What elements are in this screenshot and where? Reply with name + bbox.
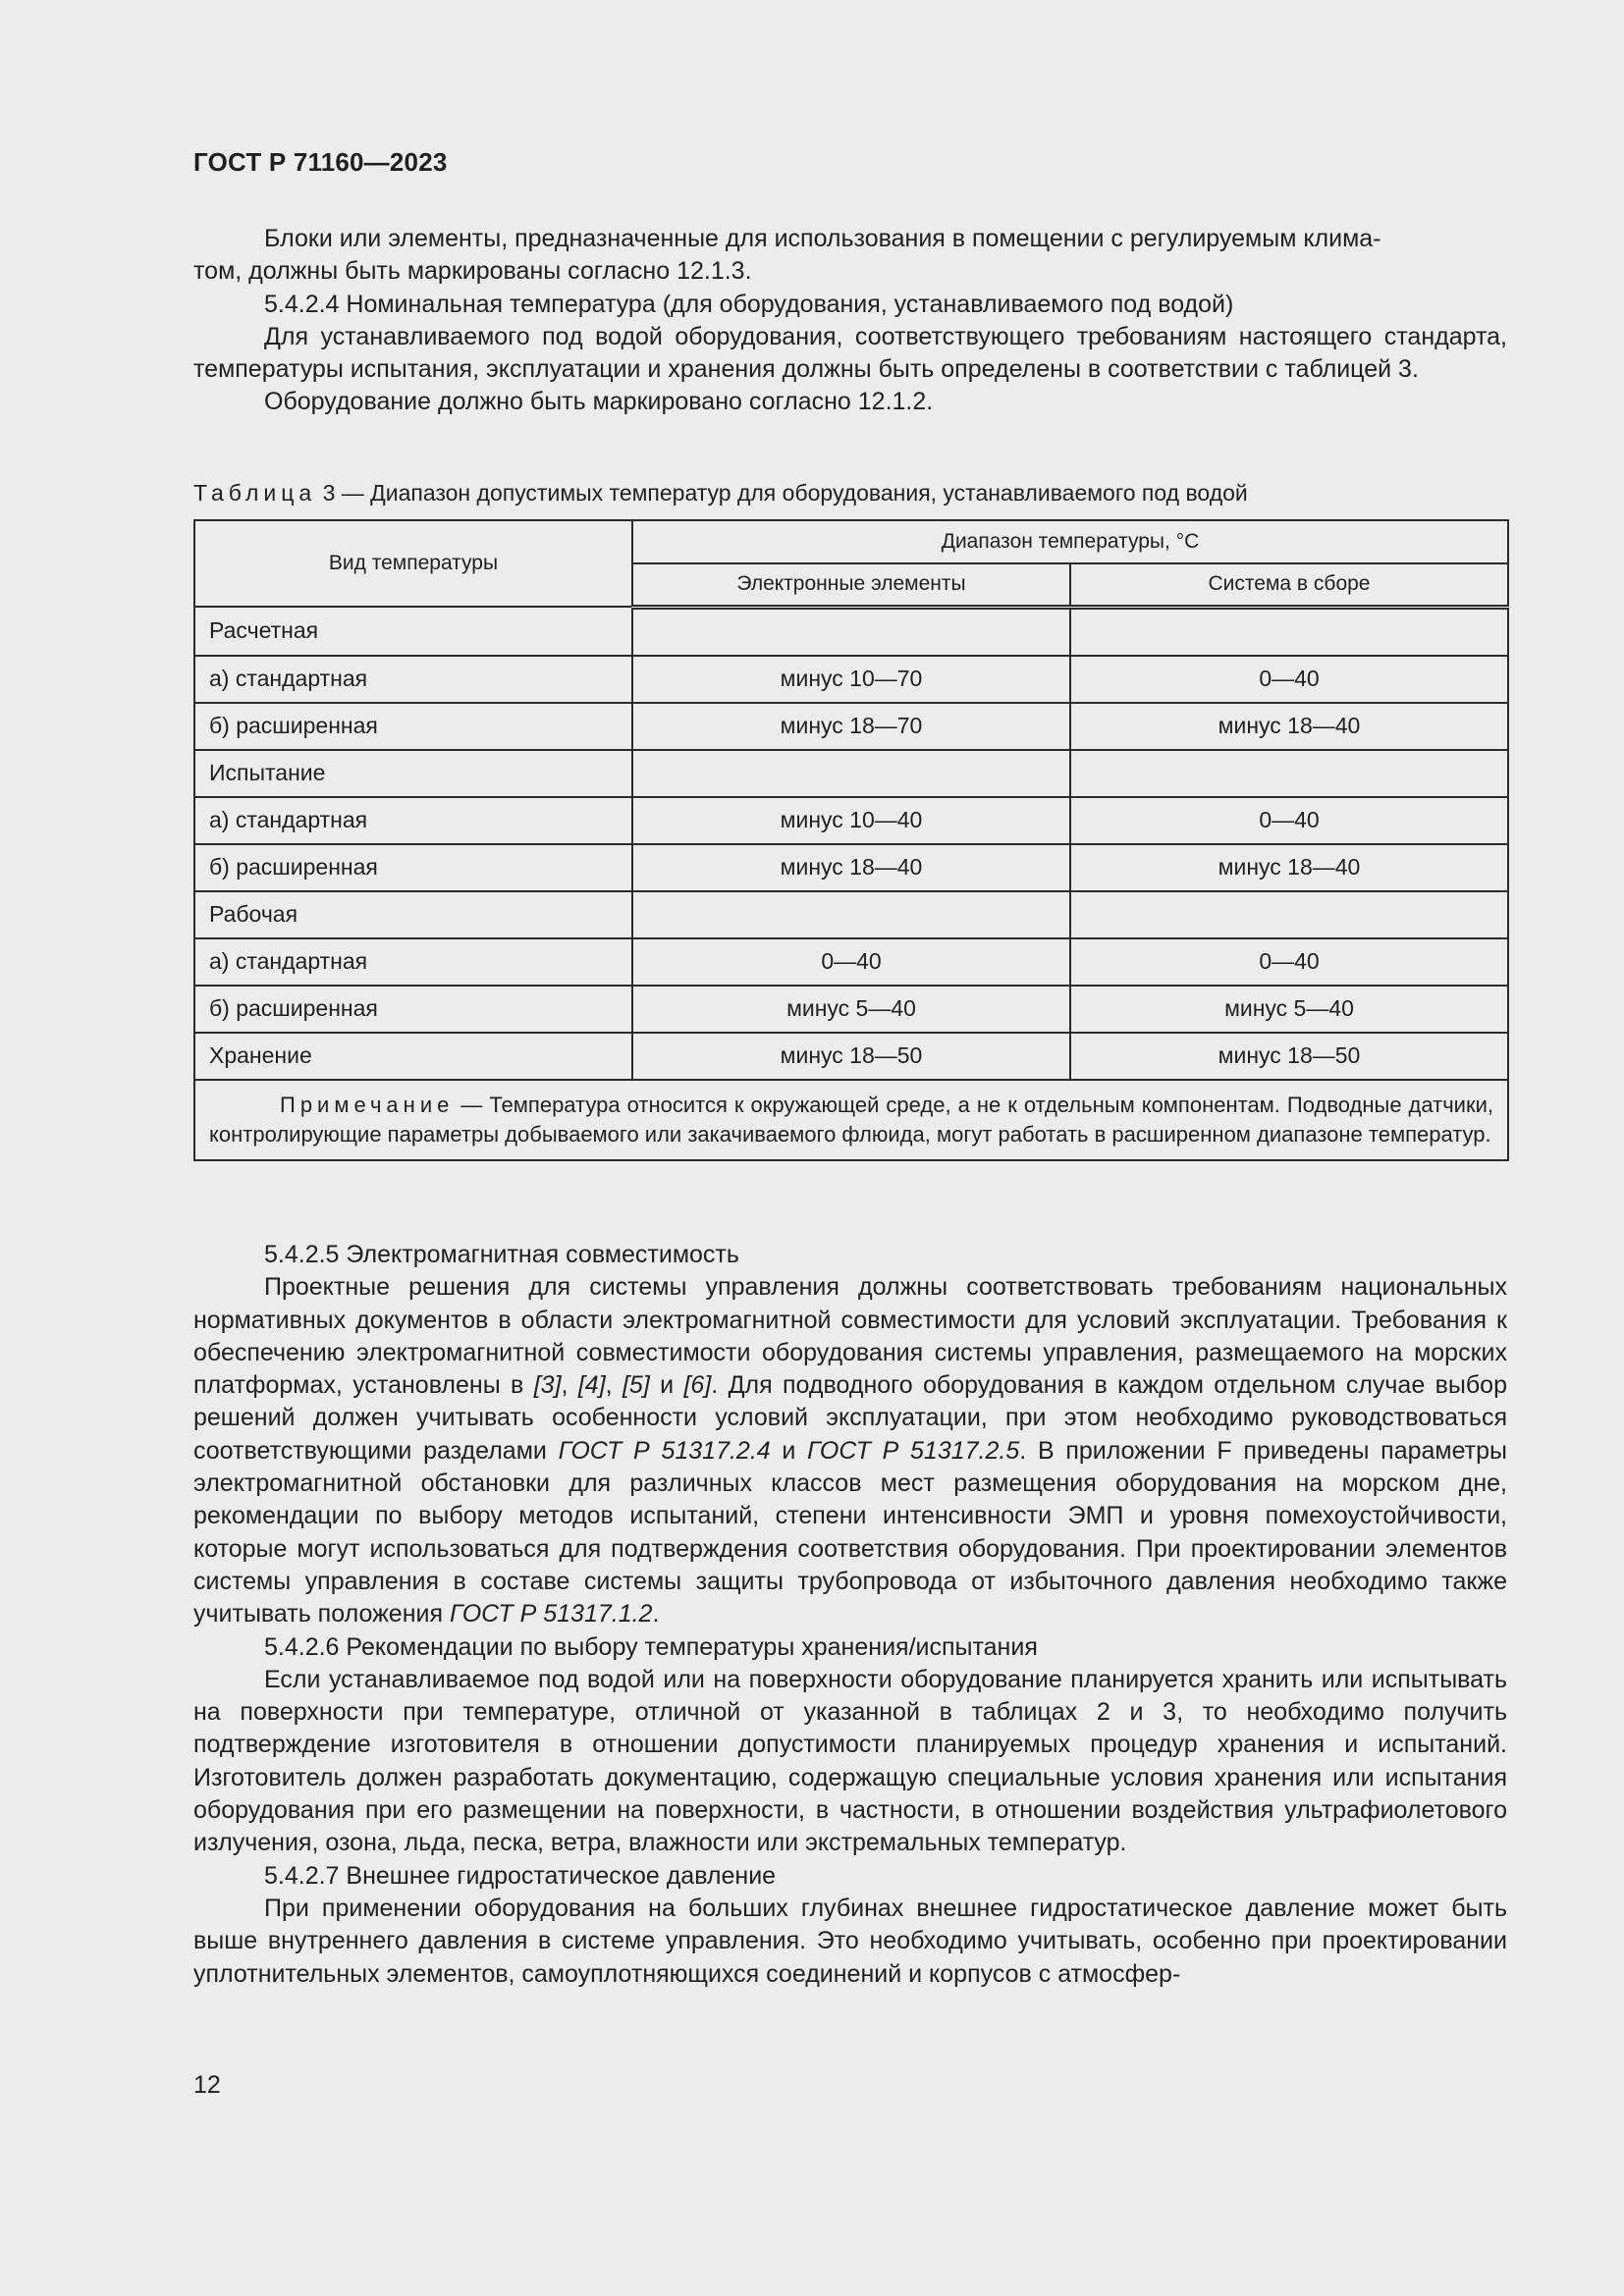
header-assembled-system: Система в сборе (1070, 563, 1508, 607)
table-row (194, 607, 1508, 656)
row-label: Расчетная (194, 607, 632, 656)
paragraph-hydrostatic-pressure: При применении оборудования на больших глубинах внешнее гидростатическое давление может быть выше внутреннего давления в системе управления. Это необходимо учитывать, особенно при проектировании уплотнительных элементов, самоуплотняющихся соединений и корпусов с атмосфер- (193, 1894, 1507, 1988)
table-caption-label: Таблица (193, 480, 317, 506)
row-label: Хранение (194, 1033, 632, 1080)
paragraph-climate-line1: Блоки или элементы, предназначенные для использования в помещении с регулируемым клима- (264, 225, 1381, 252)
table-row (194, 703, 1508, 750)
cell-electronic (632, 891, 1070, 938)
row-label: Рабочая (194, 891, 632, 938)
row-label: Испытание (194, 750, 632, 797)
cell-system: минус 18—50 (1070, 1033, 1508, 1080)
emc-text-1: Проектные решения для системы управления должны соответствовать требованиям национальных нормативных документов в области электромагнитной совместимости для условий эксплуатации. Требования к обеспечению электромагнитной совместимости оборудования системы управления, размещаемого на морских платформах, установлены в (193, 1273, 1507, 1400)
cell-system (1070, 750, 1508, 797)
table-row (194, 938, 1508, 986)
note-label: Примечание (280, 1092, 455, 1117)
reference-4: [4] (577, 1371, 606, 1400)
cell-system: минус 18—40 (1070, 703, 1508, 750)
gost-reference: ГОСТ Р 51317.1.2 (449, 1600, 653, 1629)
table-caption-text: 3 — Диапазон допустимых температур для оборудования, устанавливаемого под водой (316, 480, 1248, 506)
clause-5427-heading: 5.4.2.7 Внешнее гидростатическое давление (264, 1861, 777, 1890)
paragraph-climate-line2: том, должны быть маркированы согласно 12.1.3. (193, 257, 752, 286)
emc-text-5: . (652, 1600, 660, 1629)
row-label: б) расширенная (194, 844, 632, 891)
emc-separator: и (649, 1371, 684, 1400)
intro-section (193, 223, 1507, 419)
cell-system: 0—40 (1070, 656, 1508, 703)
document-header: ГОСТ Р 71160—2023 (193, 147, 448, 177)
paragraph-temperature-requirements: Для устанавливаемого под водой оборудования, соответствующего требованиям настоящего стандарта, температуры испытания, эксплуатации и хранения должны быть определены в соответствии с таблицей 3. (193, 322, 1507, 384)
cell-system: 0—40 (1070, 938, 1508, 986)
clause-5425-heading: 5.4.2.5 Электромагнитная совместимость (264, 1241, 739, 1268)
table-row (194, 986, 1508, 1033)
table-row (194, 797, 1508, 844)
clause-5424-heading: 5.4.2.4 Номинальная температура (для оборудования, устанавливаемого под водой) (264, 290, 1234, 318)
cell-electronic: минус 18—70 (632, 703, 1070, 750)
emc-text-3: и (770, 1436, 808, 1465)
table-row (194, 656, 1508, 703)
paragraph-storage-test: Если устанавливаемое под водой или на поверхности оборудование планируется хранить или испытывать на поверхности при температуре, отличной от указанной в таблицах 2 и 3, то необходимо получить подтверждение изготовителя в отношении допустимости планируемых процедур хранения и испытаний. Изготовитель должен разработать документацию, содержащую специальные условия хранения или испытания оборудования при его размещении на поверхности, в частности, в отношении воздействия ультрафиолетового излучения, озона, льда, песка, ветра, влажности или экстремальных температур. (193, 1665, 1507, 1857)
note-text: — Температура относится к окружающей среде, а не к отдельным компонентам. Подводные датчики, контролирующие параметры добываемого или закачиваемого флюида, могут работать в расширенном диапазоне температур. (209, 1092, 1493, 1147)
page-number: 12 (193, 2071, 221, 2099)
row-label: б) расширенная (194, 986, 632, 1033)
reference-6: [6] (683, 1371, 712, 1400)
body-sections (193, 1239, 1507, 1991)
header-temperature-type: Вид температуры (194, 520, 632, 607)
emc-separator: , (605, 1371, 623, 1400)
header-temperature-range: Диапазон температуры, °С (632, 520, 1508, 563)
table-caption (193, 478, 1248, 507)
reference-5: [5] (622, 1371, 650, 1400)
emc-separator: , (561, 1371, 578, 1400)
gost-reference: ГОСТ Р 51317.2.4 (558, 1436, 771, 1465)
cell-electronic: минус 10—40 (632, 797, 1070, 844)
row-label: а) стандартная (194, 938, 632, 986)
cell-electronic: минус 18—40 (632, 844, 1070, 891)
cell-electronic: 0—40 (632, 938, 1070, 986)
clause-5426-heading: 5.4.2.6 Рекомендации по выбору температуры хранения/испытания (264, 1632, 1038, 1661)
cell-system (1070, 891, 1508, 938)
table-row (194, 844, 1508, 891)
paragraph-emc (193, 1271, 1507, 1630)
emc-text-4: . В приложении F приведены параметры электромагнитной обстановки для различных классов мест размещения оборудования на морском дне, рекомендации по выбору методов испытаний, степени интенсивности ЭМП и уровня помехоустойчивости, которые могут использоваться для подтверждения соответствия оборудования. При проектировании элементов системы управления в составе системы защиты трубопровода от избыточного давления необходимо также учитывать положения (193, 1436, 1507, 1629)
cell-system: 0—40 (1070, 797, 1508, 844)
cell-electronic: минус 10—70 (632, 656, 1070, 703)
cell-electronic: минус 5—40 (632, 986, 1070, 1033)
row-label: а) стандартная (194, 656, 632, 703)
emc-text-2: . Для подводного оборудования в каждом отдельном случае выбор решений должен учитывать особенности условий эксплуатации, при этом необходимо руководствоваться соответствующими разделами (193, 1371, 1507, 1465)
cell-electronic (632, 750, 1070, 797)
reference-3: [3] (533, 1371, 562, 1400)
gost-reference: ГОСТ Р 51317.2.5 (807, 1436, 1020, 1465)
table-note (194, 1080, 1508, 1160)
paragraph-marking: Оборудование должно быть маркировано согласно 12.1.2. (264, 388, 934, 416)
header-electronic-elements: Электронные элементы (632, 563, 1070, 607)
cell-system: минус 5—40 (1070, 986, 1508, 1033)
table-row (194, 750, 1508, 797)
cell-electronic (632, 607, 1070, 656)
cell-system (1070, 607, 1508, 656)
cell-system: минус 18—40 (1070, 844, 1508, 891)
temperature-table (193, 519, 1509, 1161)
row-label: б) расширенная (194, 703, 632, 750)
table-row (194, 891, 1508, 938)
row-label: а) стандартная (194, 797, 632, 844)
table-row (194, 1033, 1508, 1080)
cell-electronic: минус 18—50 (632, 1033, 1070, 1080)
